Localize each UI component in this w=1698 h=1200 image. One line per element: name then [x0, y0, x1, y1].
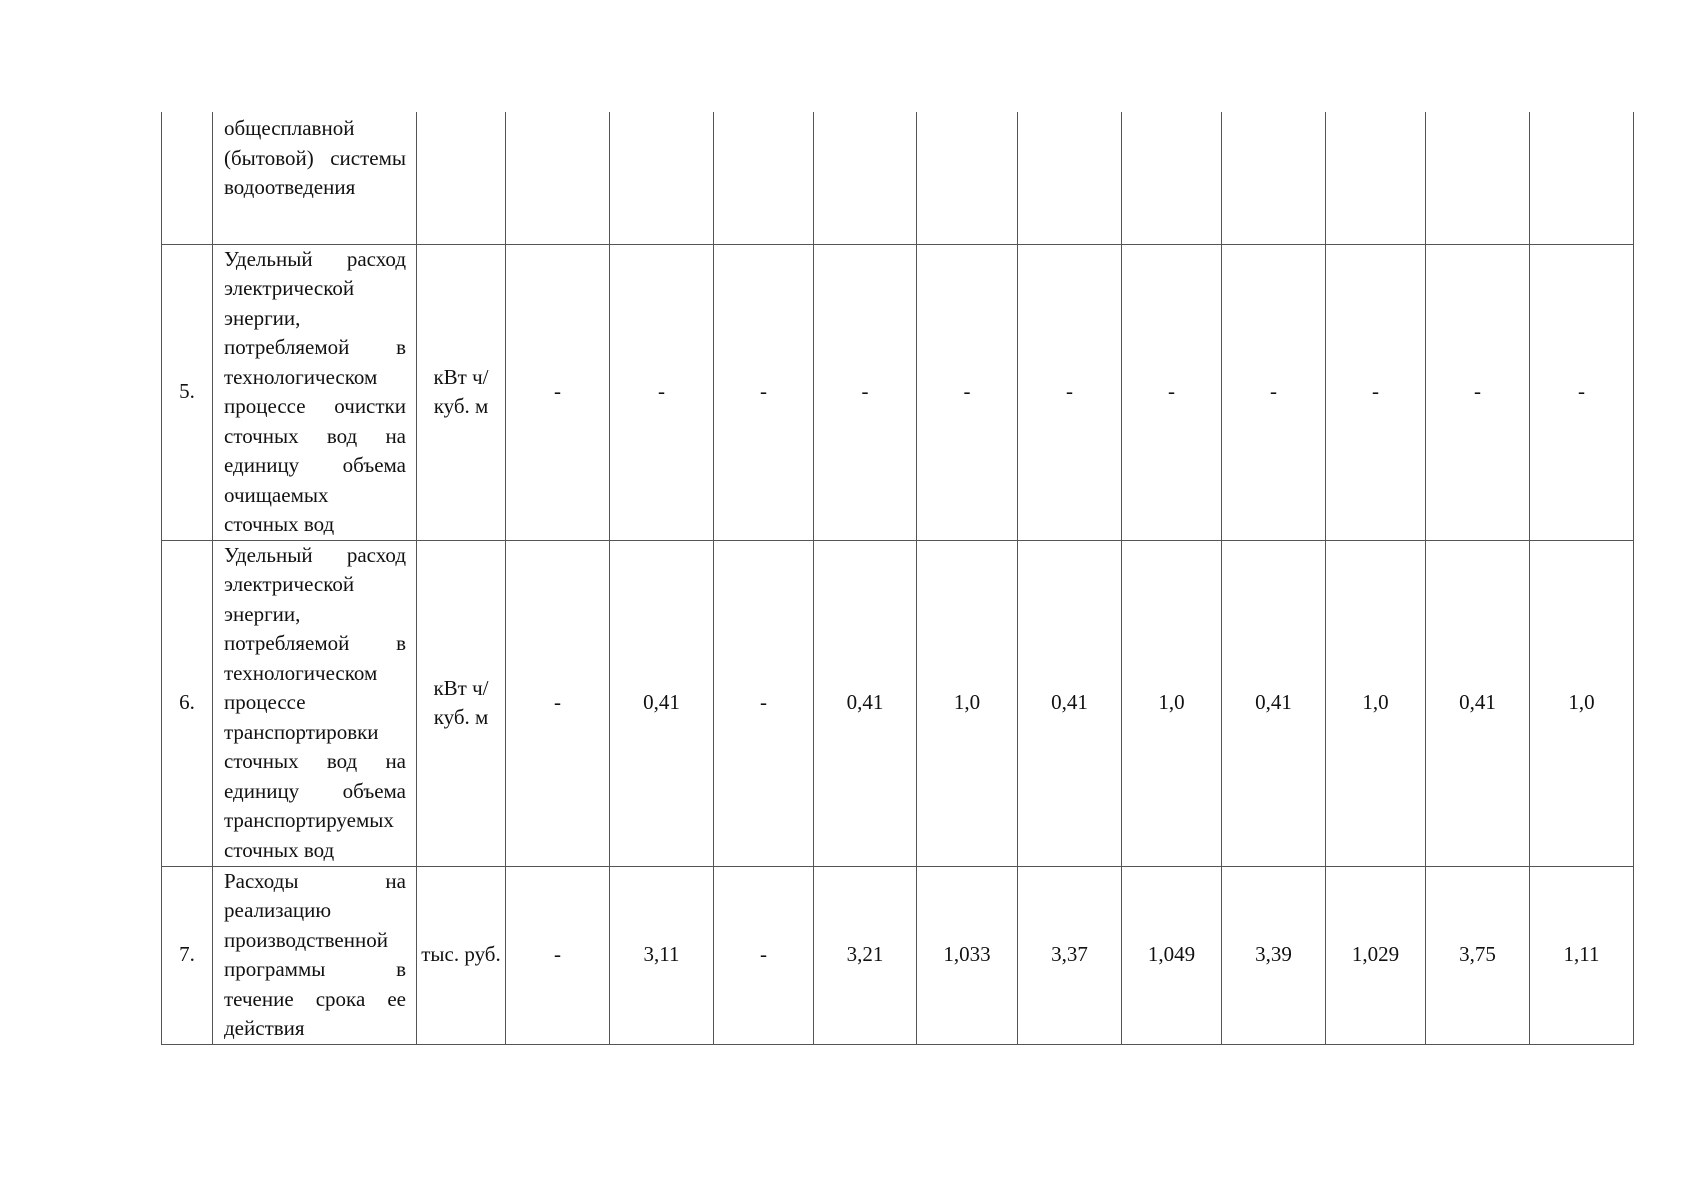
value-cell: 1,0 — [1326, 540, 1426, 866]
table-row — [162, 244, 1634, 540]
value-cell: 3,37 — [1018, 866, 1122, 1044]
unit-cell — [417, 112, 506, 244]
value-cell: 0,41 — [1018, 540, 1122, 866]
value-cell: 1,0 — [1530, 540, 1634, 866]
value-cell: - — [1426, 244, 1530, 540]
row-number — [162, 112, 213, 244]
value-cell: - — [610, 244, 714, 540]
value-cell: - — [1530, 244, 1634, 540]
unit-cell: кВт ч/куб. м — [417, 540, 506, 866]
value-cell: - — [506, 244, 610, 540]
indicator-name — [213, 244, 417, 540]
value-cell: 0,41 — [814, 540, 917, 866]
value-cell: 1,033 — [917, 866, 1018, 1044]
value-cell: 0,41 — [1222, 540, 1326, 866]
value-cell: 1,0 — [1122, 540, 1222, 866]
value-cell — [1122, 112, 1222, 244]
value-cell: 1,029 — [1326, 866, 1426, 1044]
value-cell — [506, 112, 610, 244]
value-cell — [714, 112, 814, 244]
value-cell — [917, 112, 1018, 244]
value-cell: - — [1018, 244, 1122, 540]
value-cell: 3,11 — [610, 866, 714, 1044]
value-cell — [1018, 112, 1122, 244]
value-cell: - — [714, 244, 814, 540]
indicator-name-text: Удельный расход электрической энергии, потребляемой в технологическом процессе очистки сточных вод на единицу объема очищаемых сточных вод — [224, 246, 406, 536]
value-cell: - — [714, 866, 814, 1044]
indicator-name-text: Удельный расход электрической энергии, потребляемой в технологическом процессе транспортировки сточных вод на единицу объема транспортируемых сточных вод — [224, 542, 406, 862]
value-cell: - — [917, 244, 1018, 540]
indicator-name — [213, 866, 417, 1044]
value-cell: 0,41 — [610, 540, 714, 866]
indicator-name — [213, 540, 417, 866]
table-row — [162, 112, 1634, 244]
value-cell: 3,39 — [1222, 866, 1326, 1044]
value-cell: 0,41 — [1426, 540, 1530, 866]
value-cell — [610, 112, 714, 244]
table-row — [162, 540, 1634, 866]
indicators-table — [161, 112, 1634, 1045]
value-cell: - — [1326, 244, 1426, 540]
value-cell: 3,75 — [1426, 866, 1530, 1044]
value-cell — [1426, 112, 1530, 244]
indicator-name-text: общесплавной (бытовой) системы водоотведения — [224, 116, 406, 199]
value-cell: - — [1122, 244, 1222, 540]
value-cell — [1222, 112, 1326, 244]
value-cell: - — [506, 866, 610, 1044]
indicator-name-text: Расходы на реализацию производственной программы в течение срока ее действия — [224, 868, 406, 1040]
value-cell: - — [814, 244, 917, 540]
value-cell: 1,11 — [1530, 866, 1634, 1044]
value-cell: - — [506, 540, 610, 866]
value-cell — [1326, 112, 1426, 244]
value-cell — [814, 112, 917, 244]
value-cell — [1530, 112, 1634, 244]
unit-cell: тыс. руб. — [417, 866, 506, 1044]
row-number: 7. — [162, 866, 213, 1044]
value-cell: - — [1222, 244, 1326, 540]
value-cell: 3,21 — [814, 866, 917, 1044]
table-row — [162, 866, 1634, 1044]
value-cell: 1,0 — [917, 540, 1018, 866]
value-cell: - — [714, 540, 814, 866]
row-number: 6. — [162, 540, 213, 866]
row-number: 5. — [162, 244, 213, 540]
unit-cell: кВт ч/куб. м — [417, 244, 506, 540]
indicator-name — [213, 112, 417, 244]
value-cell: 1,049 — [1122, 866, 1222, 1044]
